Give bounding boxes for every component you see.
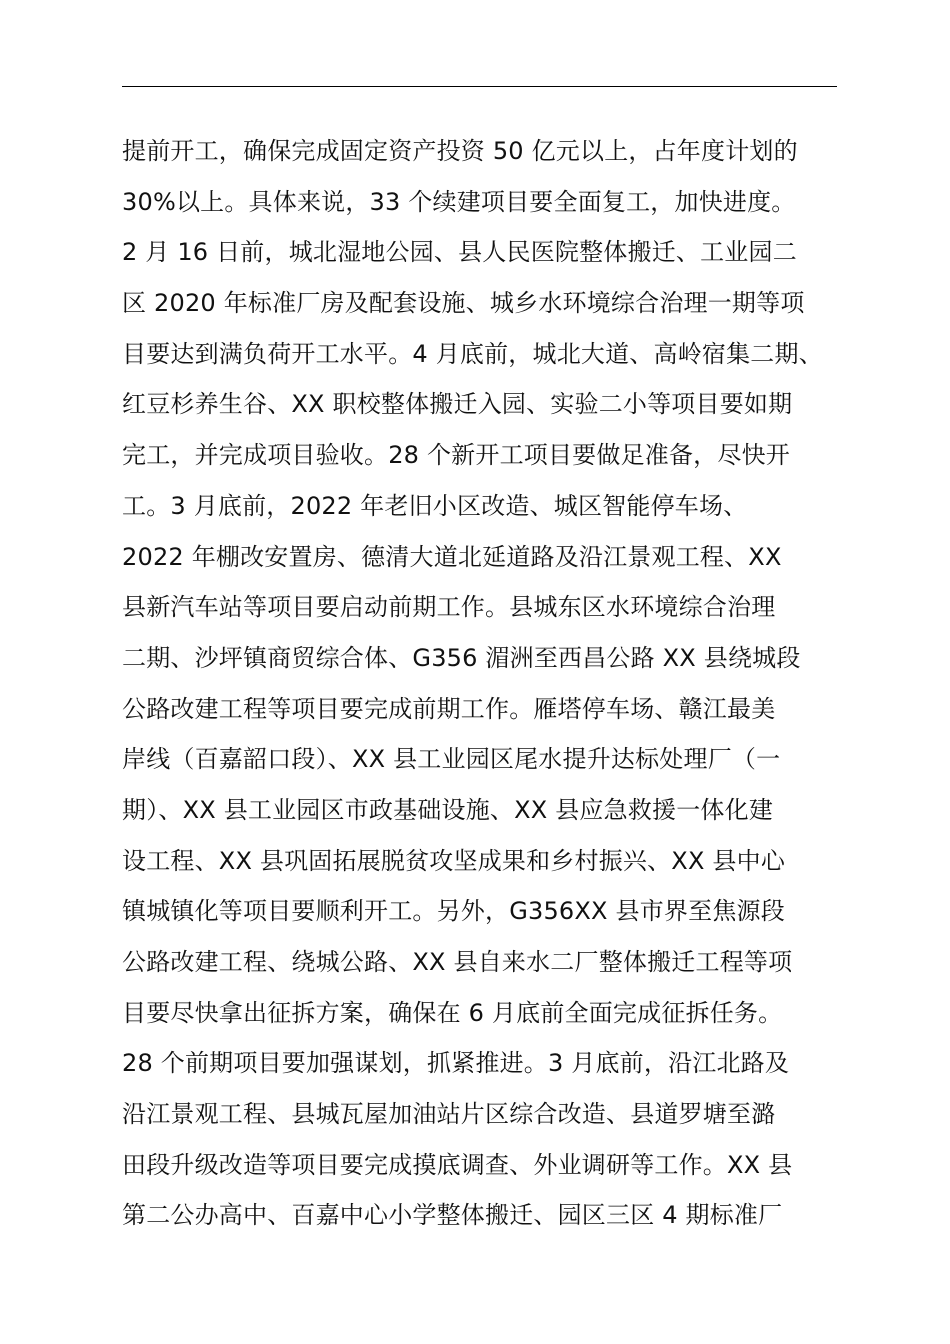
text-line: 目要尽快拿出征拆方案，确保在 6 月底前全面完成征拆任务。: [122, 998, 783, 1027]
text-line: 红豆杉养生谷、XX 职校整体搬迁入园、实验二小等项目要如期: [122, 390, 793, 419]
text-line: 目要达到满负荷开工水平。4 月底前，城北大道、高岭宿集二期、: [122, 339, 823, 368]
text-line: 提前开工，确保完成固定资产投资 50 亿元以上，占年度计划的: [122, 137, 798, 165]
text-line: 二期、沙坪镇商贸综合体、G356 湄洲至西昌公路 XX 县绕城段: [122, 643, 801, 672]
text-line: 工。3 月底前，2022 年老旧小区改造、城区智能停车场、: [122, 491, 748, 520]
text-line: 30%以上。具体来说，33 个续建项目要全面复工，加快进度。: [122, 187, 796, 216]
text-line: 镇城镇化等项目要顺利开工。另外，G356XX 县市界至焦源段: [122, 897, 785, 926]
text-line: 完工，并完成项目验收。28 个新开工项目要做足准备，尽快开: [122, 441, 790, 470]
text-line: 县新汽车站等项目要启动前期工作。县城东区水环境综合治理: [122, 593, 776, 622]
body-text: [122, 127, 842, 1242]
text-line: 田段升级改造等项目要完成摸底调查、外业调研等工作。XX 县: [122, 1150, 793, 1179]
text-line: 2022 年棚改安置房、德清大道北延道路及沿江景观工程、XX: [122, 542, 782, 571]
text-line: 2 月 16 日前，城北湿地公园、县人民医院整体搬迁、工业园二: [122, 238, 797, 267]
header-rule: [122, 86, 837, 87]
text-line: 公路改建工程等项目要完成前期工作。雁塔停车场、赣江最美: [122, 694, 776, 723]
text-line: 第二公办高中、百嘉中心小学整体搬迁、园区三区 4 期标准厂: [122, 1201, 783, 1230]
text-line: 区 2020 年标准厂房及配套设施、城乡水环境综合治理一期等项: [122, 289, 805, 318]
text-line: 28 个前期项目要加强谋划，抓紧推进。3 月底前，沿江北路及: [122, 1049, 790, 1078]
text-line: 设工程、XX 县巩固拓展脱贫攻坚成果和乡村振兴、XX 县中心: [122, 846, 786, 875]
text-line: 公路改建工程、绕城公路、XX 县自来水二厂整体搬迁工程等项: [122, 948, 793, 976]
text-line: 沿江景观工程、县城瓦屋加油站片区综合改造、县道罗塘至潞: [122, 1100, 776, 1129]
text-line: 岸线（百嘉韶口段）、XX 县工业园区尾水提升达标处理厂（一: [122, 745, 781, 774]
text-line: 期）、XX 县工业园区市政基础设施、XX 县应急救援一体化建: [122, 795, 774, 824]
